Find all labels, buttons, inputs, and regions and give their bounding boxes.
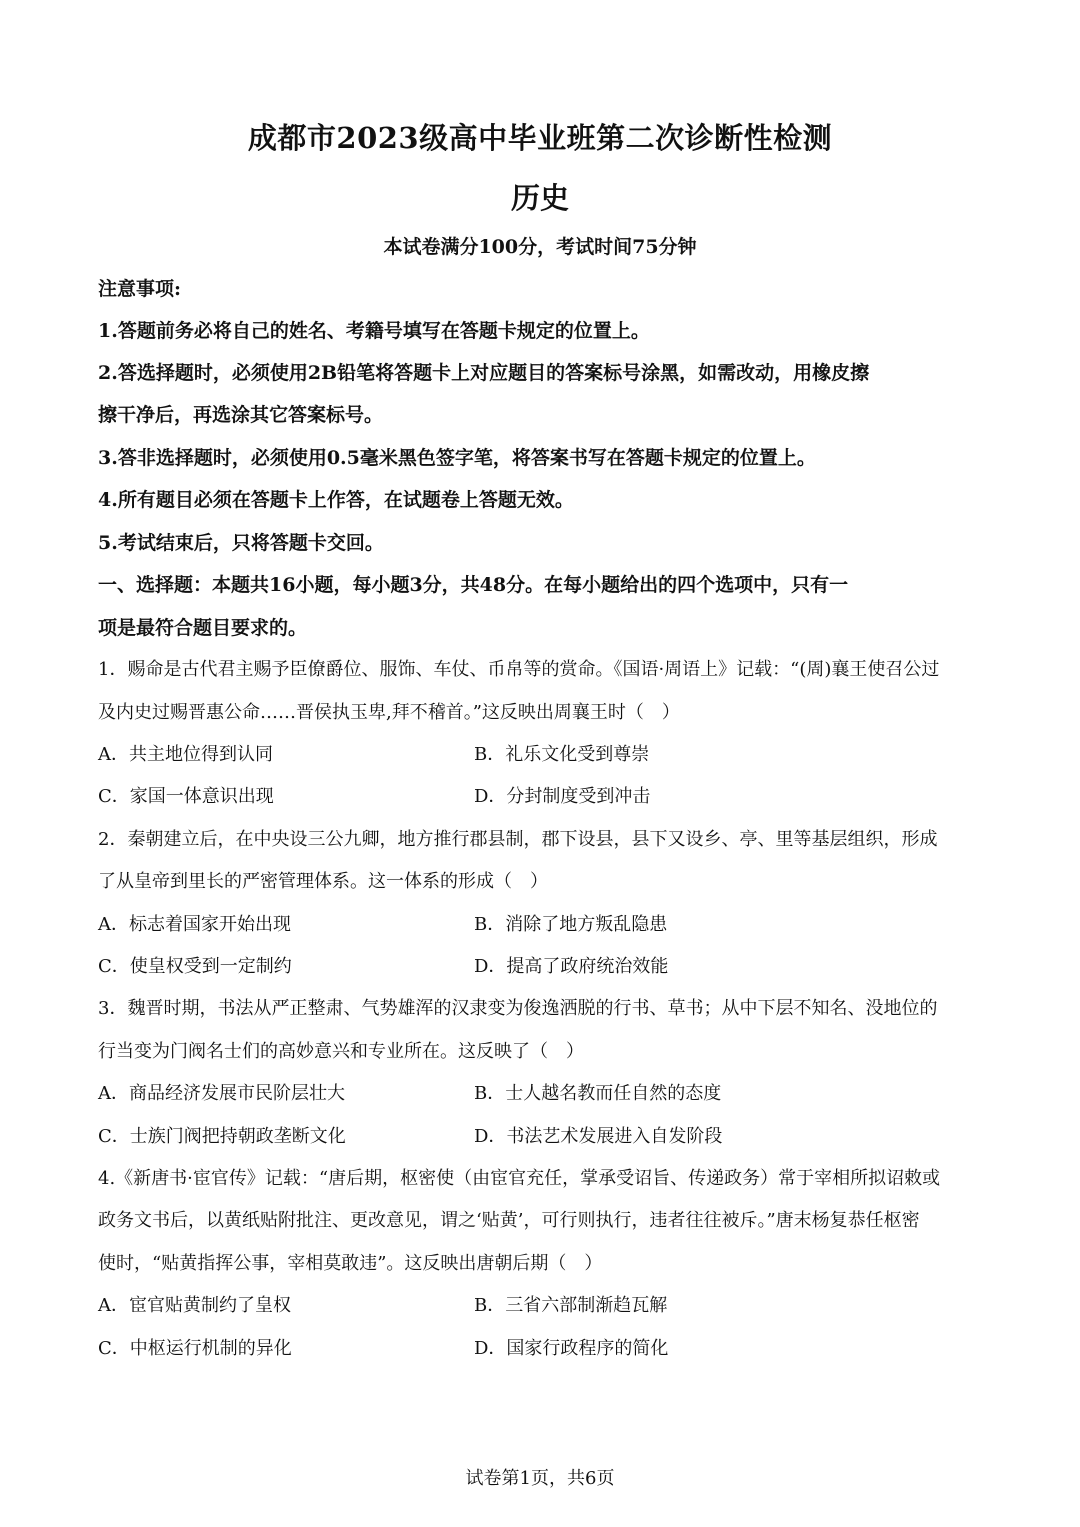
- notice-item-4: 4.所有题目必须在答题卡上作答，在试题卷上答题无效。: [98, 489, 574, 511]
- question-4-stem-cont-1: 政务文书后，以黄纸贴附批注、更改意见，谓之‘贴黄’，可行则执行，违者往往被斥。”唐末杨复恭任枢密: [98, 1210, 920, 1231]
- notice-item-2-cont: 擦干净后，再选涂其它答案标号。: [98, 404, 384, 426]
- question-1-option-b: B．礼乐文化受到尊崇: [474, 744, 650, 765]
- question-4-option-c: C．中枢运行机制的异化: [98, 1338, 292, 1359]
- question-3-option-a: A．商品经济发展市民阶层壮大: [98, 1083, 345, 1104]
- question-1-stem: 1．赐命是古代君主赐予臣僚爵位、服饰、车仗、币帛等的赏命。《国语·周语上》记载：“(周)襄王使召公过: [98, 659, 940, 680]
- question-1-option-c: C．家国一体意识出现: [98, 786, 274, 807]
- notice-item-5: 5.考试结束后，只将答题卡交回。: [98, 532, 384, 554]
- notice-item-3: 3.答非选择题时，必须使用0.5毫米黑色签字笔，将答案书写在答题卡规定的位置上。: [98, 447, 816, 469]
- question-4-option-a: A．宦官贴黄制约了皇权: [98, 1295, 291, 1316]
- question-4-option-d: D．国家行政程序的简化: [474, 1338, 669, 1359]
- question-3-option-b: B．士人越名教而任自然的态度: [474, 1083, 722, 1104]
- exam-title: 成都市2023级高中毕业班第二次诊断性检测: [247, 121, 833, 155]
- question-1-option-a: A．共主地位得到认同: [98, 744, 273, 765]
- question-3-stem: 3．魏晋时期，书法从严正整肃、气势雄浑的汉隶变为俊逸洒脱的行书、草书；从中下层不知名、没地位的: [98, 998, 938, 1019]
- question-2-stem-cont: 了从皇帝到里长的严密管理体系。这一体系的形成（ ）: [98, 871, 548, 892]
- exam-info: 本试卷满分100分，考试时间75分钟: [383, 236, 697, 258]
- question-1-stem-cont: 及内史过赐晋惠公命……晋侯执玉卑,拜不稽首。”这反映出周襄王时（ ）: [98, 702, 680, 723]
- question-2-option-d: D．提高了政府统治效能: [474, 956, 669, 977]
- question-3-option-d: D．书法艺术发展进入自发阶段: [474, 1126, 723, 1147]
- question-4-stem: 4.《新唐书·宦官传》记载：“唐后期，枢密使（由宦官充任，掌承受诏旨、传递政务）常于宰相所拟诏敕或: [98, 1168, 941, 1189]
- notice-item-1: 1.答题前务必将自己的姓名、考籍号填写在答题卡规定的位置上。: [98, 320, 650, 342]
- notice-heading: 注意事项:: [98, 278, 182, 300]
- question-4-option-b: B．三省六部制渐趋瓦解: [474, 1295, 668, 1316]
- question-2-option-a: A．标志着国家开始出现: [98, 914, 291, 935]
- section-heading: 一、选择题：本题共16小题，每小题3分，共48分。在每小题给出的四个选项中，只有一: [98, 574, 849, 596]
- subject-title: 历史: [510, 181, 569, 215]
- question-3-option-c: C．士族门阀把持朝政垄断文化: [98, 1126, 346, 1147]
- page-footer: 试卷第1页，共6页: [465, 1468, 615, 1489]
- notice-item-2: 2.答选择题时，必须使用2B铅笔将答题卡上对应题目的答案标号涂黑，如需改动，用橡皮擦: [98, 362, 870, 384]
- question-2-stem: 2．秦朝建立后，在中央设三公九卿，地方推行郡县制，郡下设县，县下又设乡、亭、里等基层组织，形成: [98, 829, 938, 850]
- question-3-stem-cont: 行当变为门阀名士们的高妙意兴和专业所在。这反映了（ ）: [98, 1041, 584, 1062]
- section-heading-cont: 项是最符合题目要求的。: [98, 617, 308, 639]
- question-2-option-b: B．消除了地方叛乱隐患: [474, 914, 668, 935]
- question-1-option-d: D．分封制度受到冲击: [474, 786, 651, 807]
- question-2-option-c: C．使皇权受到一定制约: [98, 956, 292, 977]
- question-4-stem-cont-2: 使时，“贴黄指挥公事，宰相莫敢违”。这反映出唐朝后期（ ）: [98, 1253, 603, 1274]
